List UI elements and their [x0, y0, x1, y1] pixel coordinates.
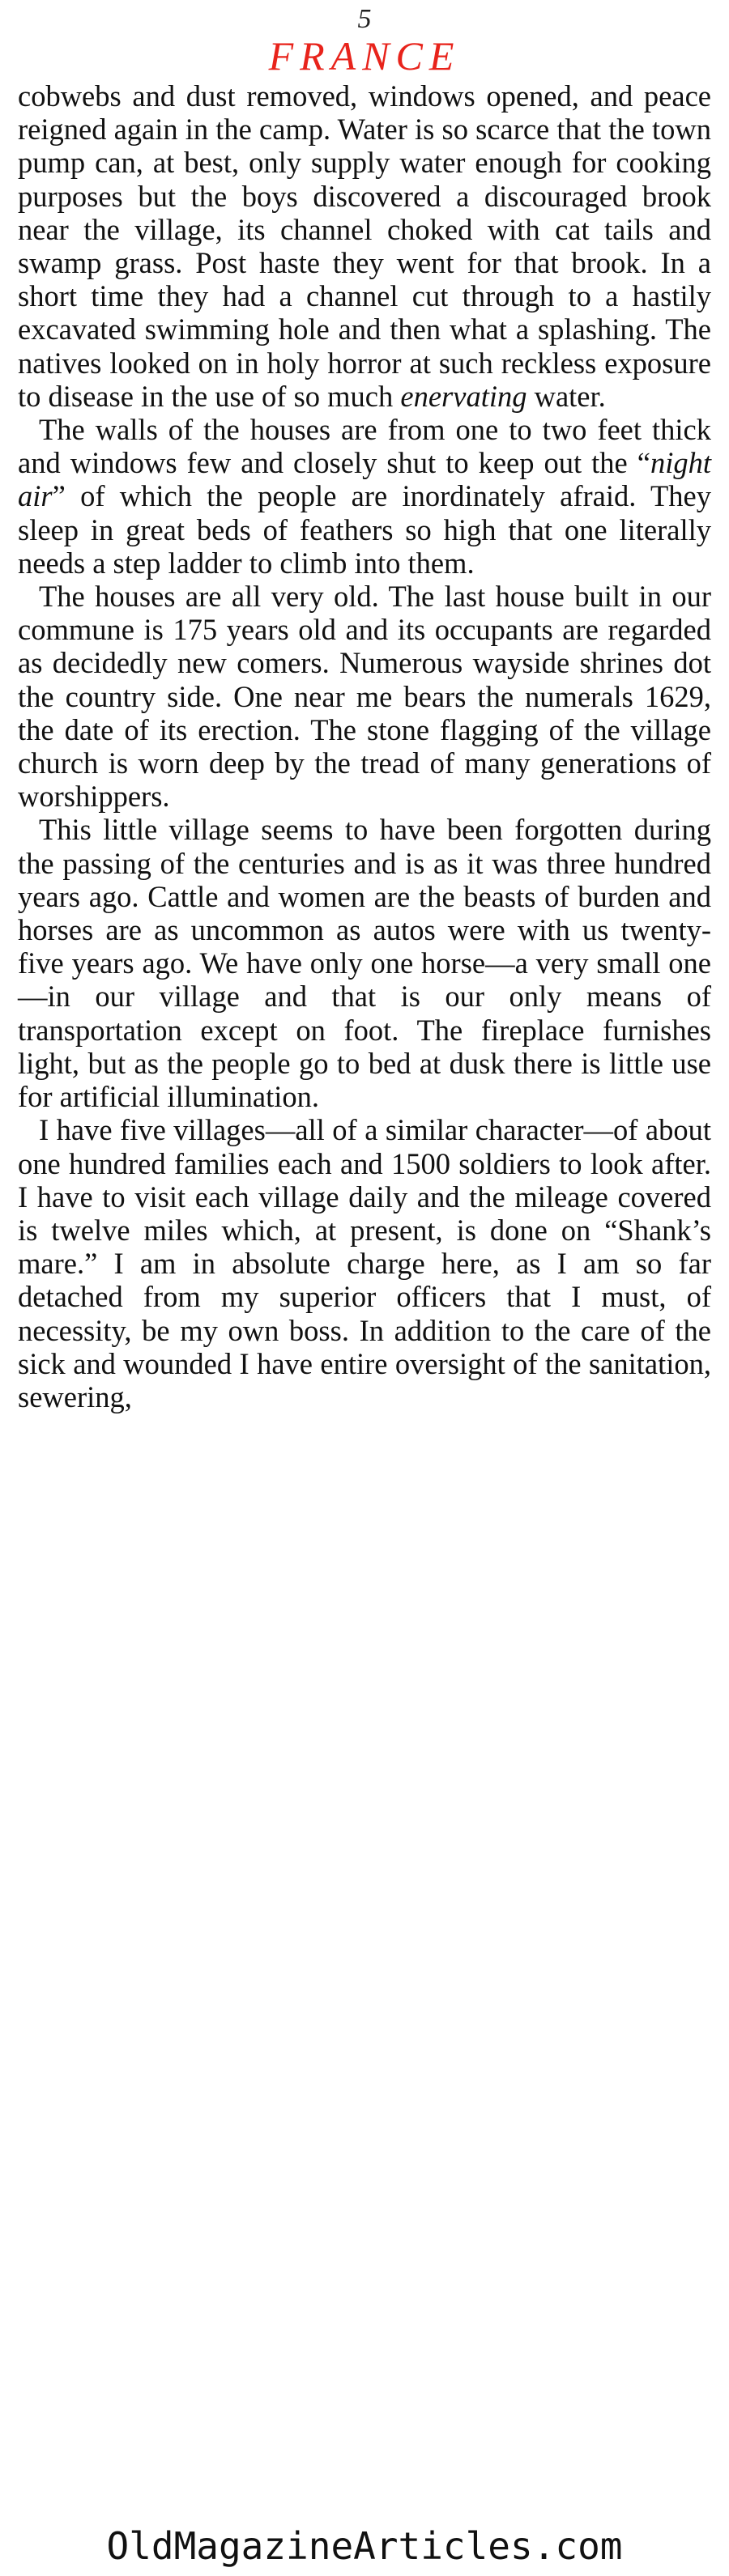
emphasis-enervating: enervating [400, 379, 527, 413]
paragraph-5: I have five villages—all of a similar character—of about one hundred families each and 1500 soldiers to look after. I have to visit each village daily and the mileage covered is twelve miles which, at present, is done on “Shank’s mare.” I am in absolute charge here, as I am so far detached from my superior officers that I must, of necessity, be my own boss. In addition to the care of the sick and wounded I have entire oversight of the sanitation, sewering, [18, 1113, 711, 1413]
paragraph-4: This little village seems to have been forgotten during the passing of the centuries and is as it was three hundred years ago. Cattle and women are the beasts of burden and horses are as uncommon as autos were with us twenty-five years ago. We have only one horse—a very small one—in our village and that is our only means of transportation except on foot. The fireplace furnishes light, but as the people go to bed at dusk there is little use for artificial illumination. [18, 813, 711, 1114]
section-title: FRANCE [268, 33, 461, 79]
emphasis-night-air: night air [18, 446, 711, 513]
page-number: 5 [357, 4, 372, 34]
footer-watermark: OldMagazineArticles.com [106, 2524, 623, 2568]
paragraph-3: The houses are all very old. The last house built in our commune is 175 years old and its occupants are regarded as decidedly new comers. Numerous wayside shrines dot the country side. One near me bears the numerals 1629, the date of its erection. The stone flagging of the village church is worn deep by the tread of many generations of worshippers. [18, 580, 711, 814]
paragraph-1-text-a: cobwebs and dust removed, windows opened, and peace reigned again in the camp. Water is so scarce that the town pump can, at best, only supply water enough for cooking purposes but the boys discovered a discouraged brook near the village, its channel choked with cat tails and swamp grass. Post haste they went for that brook. In a short time they had a channel cut through to a hastily excavated swimming hole and then what a splashing. The natives looked on in holy horror at such reckless exposure to disease in the use of so much [18, 79, 711, 413]
paragraph-1 [18, 79, 711, 413]
paragraph-2-text-b: ” of which the people are inordinately afraid. They sleep in great beds of feathers so high that one literally needs a step ladder to climb into them. [18, 479, 711, 580]
paragraph-2-text-a: The walls of the houses are from one to two feet thick and windows few and closely shut to keep out the “ [18, 413, 711, 480]
paragraph-1-text-b: water. [526, 379, 606, 413]
article-body [18, 79, 711, 1413]
paragraph-2 [18, 413, 711, 580]
